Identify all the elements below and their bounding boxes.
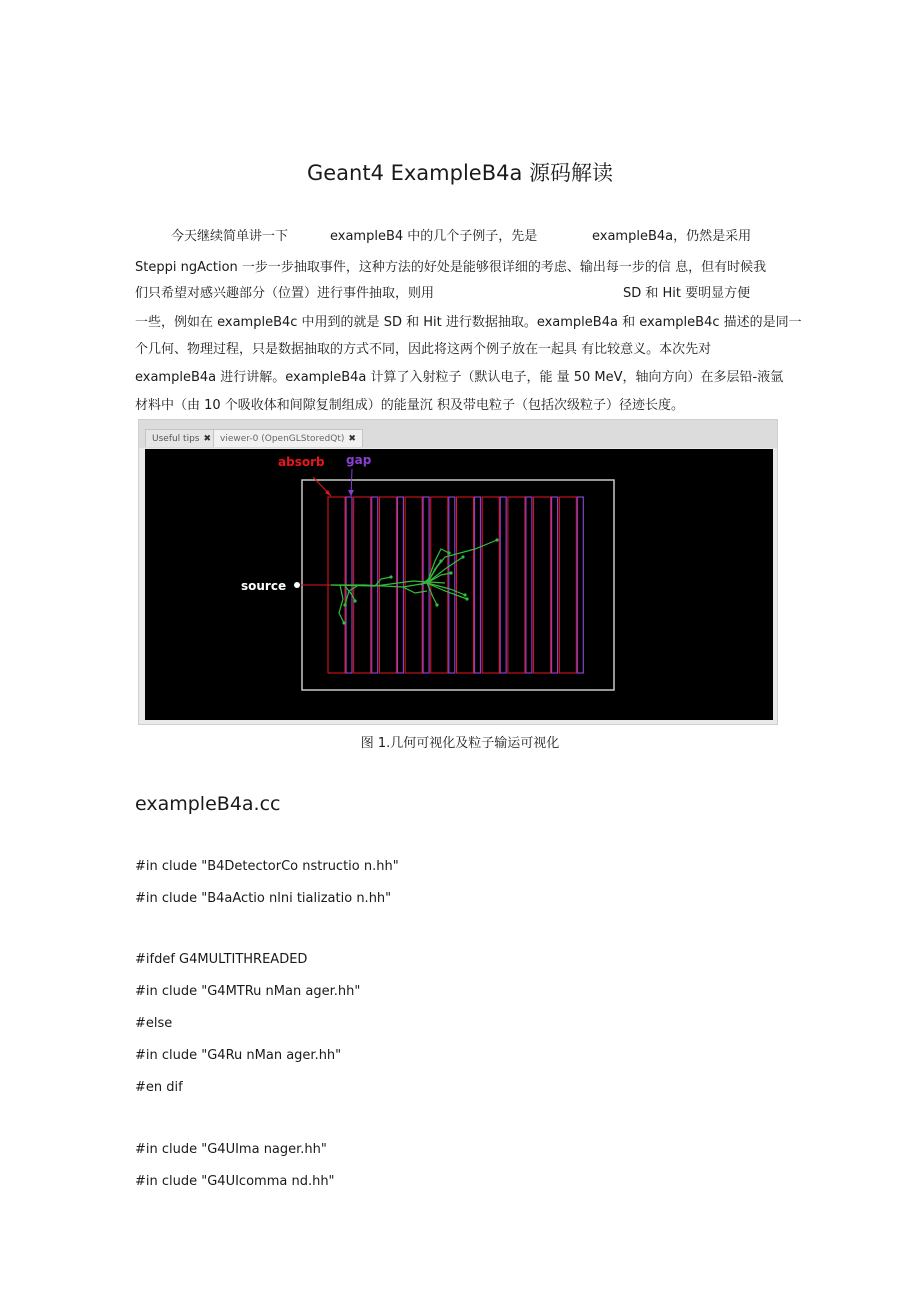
code-line: #in clude "G4UIcomma nd.hh" [135,1174,335,1189]
intro-line-6: exampleB4a 进行讲解。exampleB4a 计算了入射粒子（默认电子，能 量 50 MeV，轴向方向）在多层铅-液氩 [135,370,784,385]
gap-layer [526,497,532,673]
absorber-layer [559,497,576,673]
tab-useful-tips-label: Useful tips [152,434,200,444]
gap-layer [475,497,481,673]
track-endpoint [449,571,452,574]
code-line: #in clude "G4MTRu nMan ager.hh" [135,984,361,999]
document-title: Geant4 ExampleB4a 源码解读 [306,161,614,185]
figure-caption-text: 几何可视化及粒子输运可视化 [390,736,560,751]
source-marker [294,582,300,588]
close-icon[interactable]: ✖ [203,434,212,444]
opengl-viewer[interactable] [145,449,773,720]
gap-layer [397,497,403,673]
track-endpoint [343,603,346,606]
intro-line-2: Steppi ngAction 一步一步抽取事件，这种方法的好处是能够很详细的考虑、输出每一步的信 息，但有时候我 [135,260,767,275]
figure-caption [0,732,920,751]
track-endpoint [435,603,438,606]
track-endpoint [463,593,466,596]
source-label: source [241,579,287,593]
track-endpoint [439,559,442,562]
gap-pointer-head [348,490,354,496]
gap-layer [552,497,558,673]
code-line: #in clude "G4UIma nager.hh" [135,1142,327,1157]
track-endpoint [342,621,345,624]
viewer-tab-bar [139,420,777,448]
intro-line-1b: exampleB4 中的几个子例子，先是 [330,229,538,244]
intro-line-1c: exampleB4a，仍然是采用 [592,229,752,244]
tab-viewer-0-label: viewer-0 (OpenGLStoredQt) [220,434,345,444]
gap-layer [500,497,506,673]
code-line: #ifdef G4MULTITHREADED [135,952,308,967]
code-line: #else [135,1016,173,1031]
track-endpoint [465,597,468,600]
track-endpoint [353,599,356,602]
track-endpoint [461,555,464,558]
figure-caption-prefix: 图 1. [360,736,391,751]
close-icon[interactable]: ✖ [348,434,356,444]
absorb-label: absorb [278,455,325,469]
code-line: #in clude "B4aActio nlni tializatio n.hh" [135,891,392,906]
gap-layer [449,497,455,673]
code-line: #in clude "G4Ru nMan ager.hh" [135,1048,342,1063]
particle-track [339,585,344,623]
section-heading: exampleB4a.cc [135,793,281,815]
intro-line-3a: 们只希望对感兴趣部分（位置）进行事件抽取，则用 [135,286,435,301]
intro-line-5: 个几何、物理过程，只是数据抽取的方式不同，因此将这两个例子放在一起具 有比较意义。本次先对 [135,342,712,357]
absorber-layer [457,497,474,673]
particle-track [427,557,463,583]
gap-label: gap [346,453,372,467]
figure-screenshot [138,419,778,725]
intro-line-4: 一些，例如在 exampleB4c 中用到的就是 SD 和 Hit 进行数据抽取。exampleB4a 和 exampleB4c 描述的是同一 [135,315,802,330]
track-endpoint [389,575,392,578]
gap-layer [577,497,583,673]
absorber-layer [482,497,499,673]
intro-line-3b: SD 和 Hit 要明显方便 [623,286,751,301]
code-line: #en dif [135,1080,183,1095]
track-endpoint [447,551,450,554]
track-endpoint [495,538,498,541]
code-line: #in clude "B4DetectorCo nstructio n.hh" [135,859,399,874]
detector-visualization [145,449,773,720]
absorber-layer [534,497,551,673]
intro-line-7: 材料中（由 10 个吸收体和间隙复制组成）的能量沉 积及带电粒子（包括次级粒子）径迹长度。 [135,398,684,413]
particle-tracks [331,540,497,623]
intro-line-1a: 今天继续简单讲一下 [171,229,289,244]
particle-track [427,583,465,595]
tab-useful-tips[interactable] [145,429,218,447]
absorber-layer [508,497,525,673]
tab-viewer-0[interactable] [213,429,363,447]
